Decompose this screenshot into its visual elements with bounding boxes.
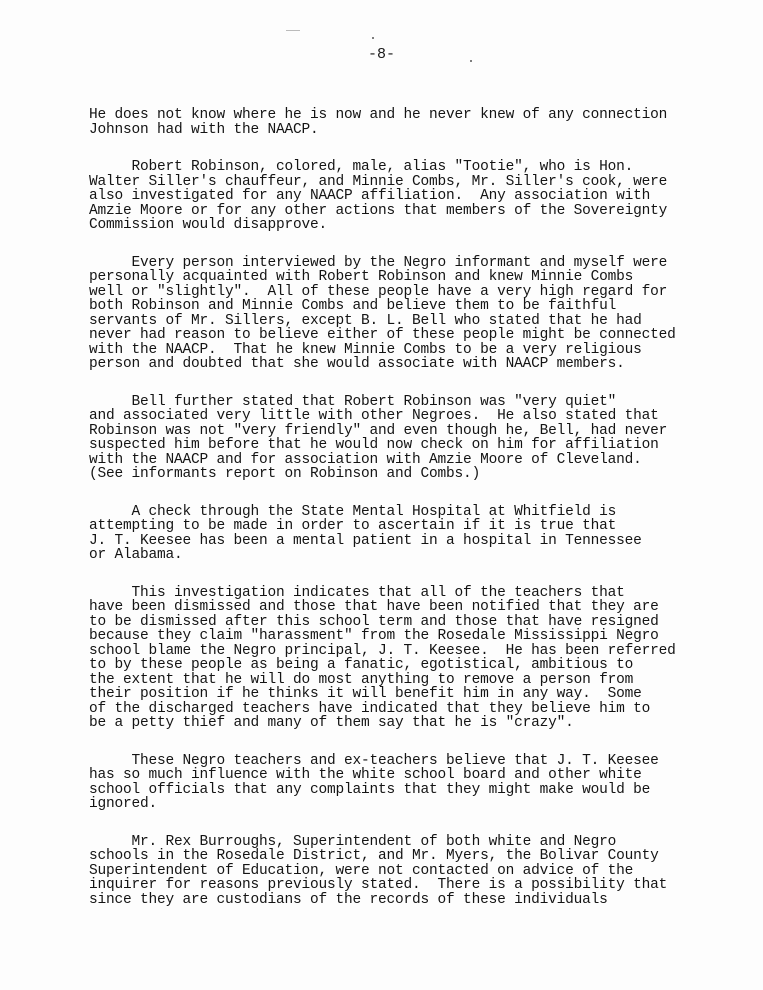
text-line: with the NAACP and for association with Amzie Moore of Cleveland.: [89, 451, 642, 468]
page-number: -8-: [367, 46, 395, 63]
text-line: both Robinson and Minnie Combs and believe them to be faithful: [89, 298, 617, 314]
text-line: suspected him before that he would now check on him for affiliation: [89, 437, 659, 453]
text-line: servants of Mr. Sillers, except B. L. Bell who stated that he had: [89, 312, 642, 329]
text-line: (See informants report on Robinson and Combs.): [89, 466, 481, 482]
text-line: to be dismissed after this school term and those that have resigned: [89, 613, 659, 630]
paragraph: [89, 586, 714, 731]
text-line: He does not know where he is now and he never knew of any connection: [89, 107, 668, 123]
text-line: or Alabama.: [89, 547, 183, 563]
scan-speck: [372, 37, 374, 39]
text-line: has so much influence with the white school board and other white: [89, 767, 642, 783]
text-line: This investigation indicates that all of the teachers that: [89, 584, 625, 601]
paragraph: [89, 754, 714, 812]
paragraph: [89, 835, 714, 908]
paragraph: [89, 160, 714, 233]
text-line: attempting to be made in order to ascertain if it is true that: [89, 518, 617, 534]
text-line: inquirer for reasons previously stated. There is a possibility that: [89, 877, 668, 893]
text-line: the extent that he will do most anything to remove a person from: [89, 671, 634, 688]
text-line: These Negro teachers and ex-teachers believe that J. T. Keesee: [89, 752, 659, 769]
text-line: also investigated for any NAACP affiliation. Any association with: [89, 188, 651, 204]
text-line: well or "slightly". All of these people have a very high regard for: [89, 283, 668, 300]
text-line: A check through the State Mental Hospital at Whitfield is: [89, 503, 617, 520]
text-line: school officials that any complaints that they might make would be: [89, 781, 651, 798]
text-line: Mr. Rex Burroughs, Superintendent of both white and Negro: [89, 833, 617, 850]
text-line: with the NAACP. That he knew Minnie Combs to be a very religious: [89, 341, 642, 358]
text-line: Robert Robinson, colored, male, alias "Tootie", who is Hon.: [89, 159, 634, 175]
text-line: since they are custodians of the records of these individuals: [89, 891, 608, 908]
paragraph: [89, 256, 714, 372]
paragraph: [89, 108, 714, 137]
text-line: because they claim "harassment" from the Rosedale Mississippi Negro: [89, 628, 659, 644]
text-line: personally acquainted with Robert Robinson and knew Minnie Combs: [89, 269, 634, 285]
text-line: have been dismissed and those that have been notified that they are: [89, 599, 659, 615]
text-line: J. T. Keesee has been a mental patient in a hospital in Tennessee: [89, 532, 642, 549]
text-line: Walter Siller's chauffeur, and Minnie Combs, Mr. Siller's cook, were: [89, 173, 668, 190]
scan-speck: [286, 30, 300, 31]
text-line: be a petty thief and many of them say that he is "crazy".: [89, 715, 574, 731]
text-line: Every person interviewed by the Negro informant and myself were: [89, 254, 668, 271]
text-line: and associated very little with other Negroes. He also stated that: [89, 408, 659, 424]
text-line: of the discharged teachers have indicated that they believe him to: [89, 700, 651, 717]
text-line: schools in the Rosedale District, and Mr. Myers, the Bolivar County: [89, 848, 659, 864]
text-line: Superintendent of Education, were not contacted on advice of the: [89, 862, 634, 879]
text-line: Amzie Moore or for any other actions that members of the Sovereignty: [89, 202, 668, 219]
text-line: their position if he thinks it will benefit him in any way. Some: [89, 686, 642, 702]
paragraph: [89, 395, 714, 482]
text-line: Johnson had with the NAACP.: [89, 121, 319, 138]
text-line: never had reason to believe either of these people might be connected: [89, 327, 676, 343]
text-line: Bell further stated that Robert Robinson was "very quiet": [89, 393, 617, 410]
document-body: [89, 108, 714, 930]
text-line: to by these people as being a fanatic, egotistical, ambitious to: [89, 657, 634, 673]
text-line: school blame the Negro principal, J. T. Keesee. He has been referred: [89, 642, 676, 659]
text-line: Commission would disapprove.: [89, 217, 328, 233]
paragraph: [89, 505, 714, 563]
text-line: person and doubted that she would associate with NAACP members.: [89, 356, 625, 372]
text-line: Robinson was not "very friendly" and even though he, Bell, had never: [89, 422, 668, 439]
text-line: ignored.: [89, 796, 158, 812]
